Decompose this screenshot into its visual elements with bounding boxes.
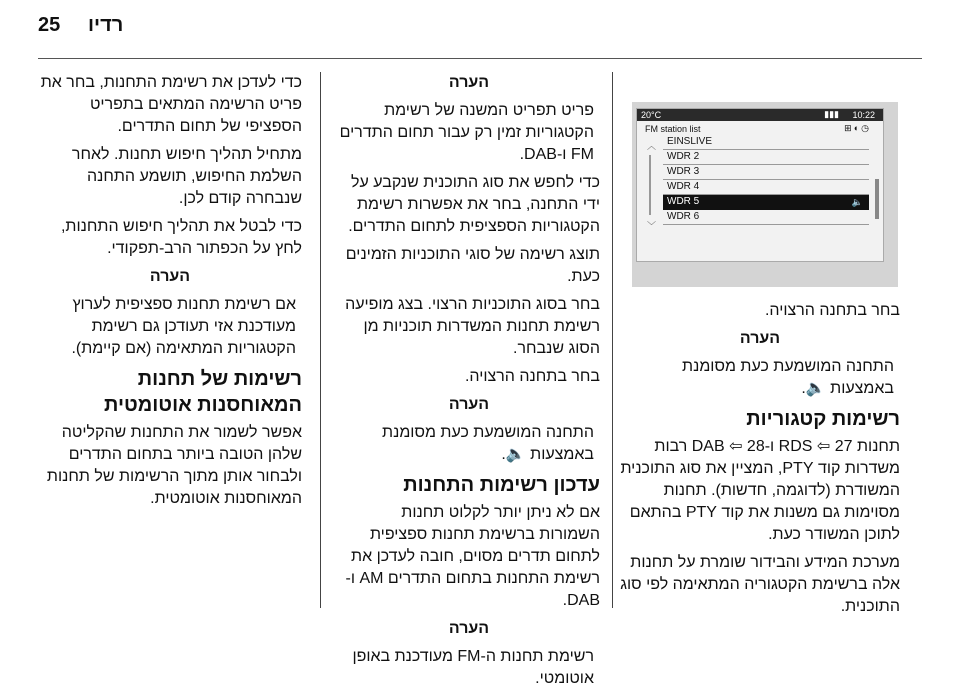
note-body: התחנה המושמעת כעת מסומנת באמצעות 🔈. — [382, 424, 594, 463]
note-heading: הערה — [739, 330, 781, 347]
station-item[interactable]: WDR 3 — [663, 165, 869, 180]
section-heading-update: עדכון רשימות התחנות — [403, 474, 600, 496]
paragraph: תוצג רשימה של סוגי התוכניות הזמינים כעת. — [345, 246, 600, 285]
note-heading: הערה — [149, 268, 191, 285]
scrollbar[interactable] — [649, 155, 651, 215]
paragraph: אפשר לשמור את התחנות שהקליטה שלהן הטובה ביותר בתחום התדרים ולבחור אותן מתוך הרשימות של תחנות המאוחסנות אוטומטית. — [46, 424, 302, 507]
clock-readout: 10:22 — [852, 110, 875, 120]
side-scroll-indicator — [875, 179, 879, 219]
signal-icon: ▮▮▮ — [824, 109, 839, 119]
column-left — [38, 72, 302, 516]
paragraph: מתחיל תהליך חיפוש תחנות. לאחר השלמת החיפוש, תושמע התחנה שנבחרה קודם לכן. — [71, 146, 302, 207]
paragraph: מערכת המידע והבידור שומרת על תחנות אלה ברשימת הקטגוריה המתאימה לפי סוג התוכנית. — [620, 554, 900, 615]
infotainment-screen — [636, 108, 884, 262]
header-divider — [38, 58, 922, 59]
paragraph: כדי לעדכן את רשימת התחנות, בחר את פריט הרשימה המתאים בתפריט הספציפי של תחום התדרים. — [40, 74, 302, 135]
page-title: רדיו — [88, 14, 124, 36]
note-body: התחנה המושמעת כעת מסומנת באמצעות 🔈. — [682, 358, 894, 397]
instruction-text: בחר בתחנה הרצויה. — [764, 302, 900, 319]
column-middle — [338, 72, 600, 696]
column-divider — [612, 72, 613, 608]
paragraph: אם לא ניתן יותר לקלוט תחנות השמורות ברשימת תחנות ספציפית לתחום תדרים מסוים, חובה לעדכן את רשימת התחנות בתחום התדרים AM ו-DAB. — [345, 504, 600, 609]
paragraph: כדי לחפש את סוג התוכנית שנקבע על ידי התחנה, בחר את אפשרות רשימת הקטגוריות הספציפית לתחום התדרים. — [348, 174, 600, 235]
paragraph: כדי לבטל את תהליך חיפוש התחנות, לחץ על הכפתור הרב-תפקודי. — [60, 218, 302, 257]
station-item[interactable]: WDR 2 — [663, 150, 869, 165]
section-heading-categories: רשימות קטגוריות — [746, 408, 900, 430]
page-number: 25 — [38, 14, 61, 36]
note-heading: הערה — [448, 74, 490, 91]
column-divider — [320, 72, 321, 608]
station-item[interactable]: WDR 4 — [663, 180, 869, 195]
station-list — [663, 135, 869, 225]
note-body: אם רשימת תחנות ספציפית לערוץ מעודכנת אזי תעודכן גם רשימת הקטגוריות המתאימה (אם קיימת). — [71, 296, 296, 357]
note-body: פריט תפריט המשנה של רשימת הקטגוריות זמין רק עבור תחום התדרים FM ו-DAB. — [339, 102, 594, 163]
speaker-icon: 🔈 — [851, 197, 863, 207]
station-item[interactable]: WDR 6 — [663, 210, 869, 225]
section-heading-autostore: רשימות של תחנות המאוחסנות אוטומטית — [104, 368, 302, 416]
note-body: רשימת תחנות ה-FM מעודכנת באופן אוטומטי. — [352, 648, 594, 687]
status-bar — [637, 109, 883, 121]
temperature-readout: 20°C — [641, 110, 662, 120]
paragraph: תחנות RDS ⇦ 27 ו-DAB ⇦ 28 רבות משדרות קוד PTY, המציין את סוג התוכנית המשודרת (לדוגמה, חדשות). תחנות מסוימות גם משנות את קוד PTY בהתאם לתוכן המשודר כעת. — [620, 438, 900, 543]
screenshot-figure — [632, 102, 898, 287]
scroll-up-icon[interactable]: ︿ — [647, 141, 657, 151]
paragraph: בחר בתחנה הרצויה. — [464, 368, 600, 385]
paragraph: בחר בסוג התוכניות הרצוי. בצג מופיעה רשימת תחנות המשדרות תוכניות מן הסוג שנבחר. — [345, 296, 600, 357]
list-tool-icons: ⊞◐◷ — [844, 123, 871, 133]
note-heading: הערה — [448, 620, 490, 637]
scroll-down-icon[interactable]: ﹀ — [647, 221, 657, 231]
station-list-title: FM station list — [645, 124, 701, 134]
column-right — [620, 300, 900, 624]
station-item[interactable]: EINSLIVE — [663, 135, 869, 150]
station-item-selected[interactable]: WDR 5 🔈 — [663, 195, 869, 210]
note-heading: הערה — [448, 396, 490, 413]
